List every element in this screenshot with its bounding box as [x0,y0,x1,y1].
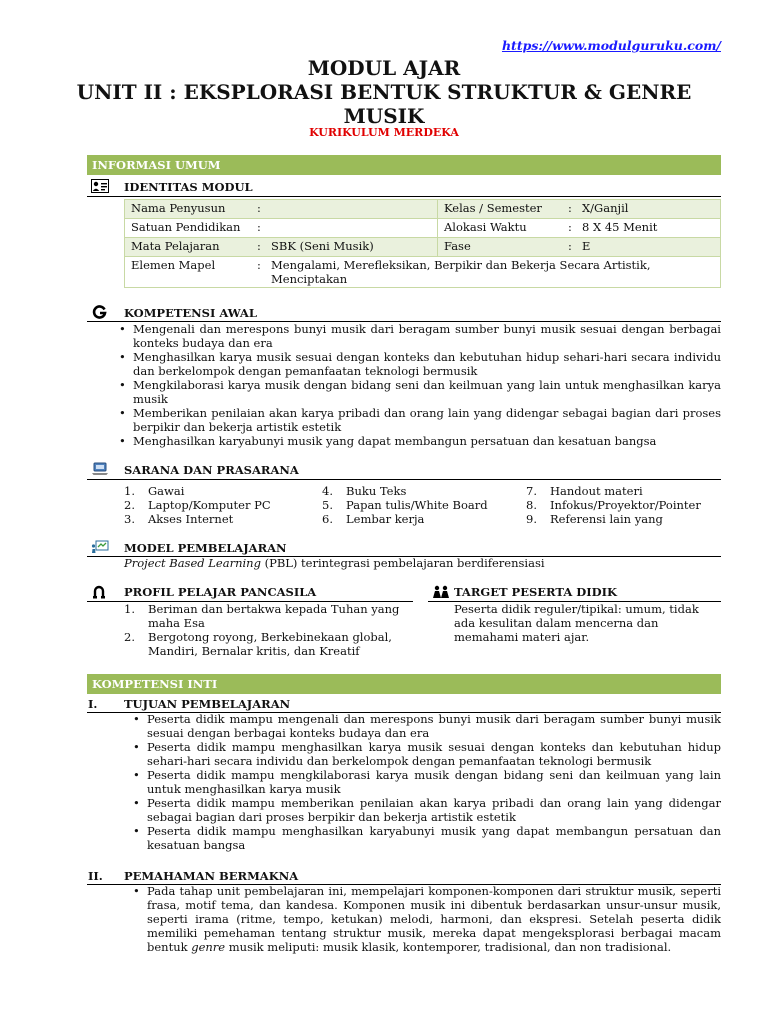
curriculum-label: KURIKULUM MERDEKA [309,126,459,139]
item-text: Bergotong royong, Berkebinekaan global, Mandiri, Bernalar kritis, dan Kreatif [148,630,392,658]
table-row [125,257,721,288]
field-label: Fase [444,239,471,253]
g-logo-icon [92,305,107,319]
colon: : [257,258,261,272]
item-number: 2. [124,630,135,644]
table-cell [125,219,438,238]
field-label: Kelas / Semester [444,201,542,215]
field-label: Alokasi Waktu [444,220,527,234]
table-cell [438,200,721,219]
list-item [124,512,233,526]
model-heading: MODEL PEMBELAJARAN [124,541,287,555]
item-text: Buku Teks [346,484,407,498]
list-item: • Mengkilaborasi karya musik dengan bidang seni dan keilmuan yang lain untuk menghasilkan karya musik [115,378,721,406]
table-row [125,200,721,219]
paragraph-text: musik meliputi: musik klasik, kontemporer, tradisional, dan non tradisional. [225,940,672,954]
table-cell [125,238,438,257]
list-item [322,484,406,498]
item-number: 1. [124,484,135,498]
roman-numeral: I. [88,697,98,711]
list-item [129,884,721,954]
list-item [322,498,488,512]
field-value: X/Ganjil [582,201,629,215]
presentation-board-icon [91,540,109,554]
divider [87,196,721,197]
item-number: 7. [526,484,537,498]
item-text: Referensi lain yang [550,512,663,526]
table-row [125,219,721,238]
paragraph-italic: genre [191,940,226,954]
list-item: • Peserta didik mampu menghasilkan karya musik sesuai dengan konteks dan kebutuhan hidup sehari-hari secara individu dan berkelompok dengan pemanfaatan teknologi bermusik [129,740,721,768]
divider [87,479,721,480]
table-row [125,238,721,257]
section-bar-informasi-umum: INFORMASI UMUM [87,155,721,175]
field-label: Satuan Pendidikan [131,220,241,234]
list-item: • Menghasilkan karya musik sesuai dengan konteks dan kebutuhan hidup sehari-hari secara individu dan berkelompok dengan pemanfaatan teknologi bermusik [115,350,721,378]
model-rest: (PBL) terintegrasi pembelajaran berdiferensiasi [260,556,545,570]
kompetensi-awal-heading: KOMPETENSI AWAL [124,306,257,320]
list-item: • Mengenali dan merespons bunyi musik dari beragam sumber bunyi musik sesuai dengan berbagai konteks budaya dan era [115,322,721,350]
doc-subtitle-line1: UNIT II : EKSPLORASI BENTUK STRUKTUR & GENRE [76,80,692,104]
field-label: Elemen Mapel [131,258,216,272]
item-text: Handout materi [550,484,643,498]
doc-subtitle-line2: MUSIK [343,104,425,128]
item-number: 5. [322,498,333,512]
field-value: 8 X 45 Menit [582,220,658,234]
item-text: Lembar kerja [346,512,425,526]
list-item [526,512,663,526]
item-text: Akses Internet [148,512,234,526]
colon: : [568,220,572,234]
list-item: • Peserta didik mampu memberikan penilaian akan karya pribadi dan orang lain yang didengar sebagai bagian dari proses berpikir dan bekerja artistik estetik [129,796,721,824]
item-number: 9. [526,512,537,526]
people-icon [432,585,450,599]
sarana-heading: SARANA DAN PRASARANA [124,463,299,477]
colon: : [257,239,261,253]
paragraph-text: Pada tahap unit pembelajaran ini, mempelajari komponen-komponen dari struktur musik, seperti frasa, motif tema, dan kandesa. Komponen musik ini dibentuk berdasarkan unsur-unsur musik, seperti irama (ritme, tempo, ketukan) melodi, harmoni, dan ekspresi. Setelah peserta didik memiliki pemehaman tentang struktur musik, mereka dapat mengeksplorasi berbagai macam bentuk [147,884,721,954]
item-number: 6. [322,512,333,526]
list-item: • Menghasilkan karyabunyi musik yang dapat membangun persatuan dan kesatuan bangsa [115,434,721,448]
item-number: 3. [124,512,135,526]
item-number: 8. [526,498,537,512]
colon: : [257,220,261,234]
pemahaman-heading: PEMAHAMAN BERMAKNA [124,869,299,883]
item-number: 4. [322,484,333,498]
doc-title: MODUL AJAR [307,56,461,80]
table-cell [125,257,721,288]
item-text: Infokus/Proyektor/Pointer [550,498,701,512]
tujuan-list [129,712,721,852]
table-cell [438,219,721,238]
list-item [526,484,643,498]
profil-heading: PROFIL PELAJAR PANCASILA [124,585,317,599]
roman-numeral: II. [88,869,103,883]
list-item [526,498,701,512]
list-item: • Memberikan penilaian akan karya pribadi dan orang lain yang didengar sebagai bagian dari proses berpikir dan bekerja artistik estetik [115,406,721,434]
colon: : [257,201,261,215]
field-value: E [582,239,591,253]
horseshoe-icon [92,585,106,599]
item-text: Papan tulis/White Board [346,498,488,512]
field-value: SBK (Seni Musik) [271,239,374,253]
list-item [322,512,424,526]
item-text: Gawai [148,484,185,498]
list-item: • Peserta didik mampu mengkilaborasi karya musik dengan bidang seni dan keilmuan yang lain untuk menghasilkan karya musik [129,768,721,796]
identity-table [124,199,721,288]
colon: : [568,239,572,253]
list-item [124,484,184,498]
item-number: 1. [124,602,135,616]
tujuan-heading: TUJUAN PEMBELAJARAN [124,697,291,711]
colon: : [568,201,572,215]
list-item: • Peserta didik mampu menghasilkan karyabunyi musik yang dapat membangun persatuan dan kesatuan bangsa [129,824,721,852]
item-text: Laptop/Komputer PC [148,498,271,512]
list-item: • Peserta didik mampu mengenali dan merespons bunyi musik dari beragam sumber bunyi musik sesuai dengan berbagai konteks budaya dan era [129,712,721,740]
profil-list [124,602,404,658]
table-cell [125,200,438,219]
laptop-icon [91,462,109,476]
id-card-icon [91,179,109,193]
field-label: Mata Pelajaran [131,239,220,253]
table-cell [438,238,721,257]
item-number: 2. [124,498,135,512]
field-value: Mengalami, Merefleksikan, Berpikir dan Bekerja Secara Artistik, Menciptakan [271,258,651,286]
target-text: Peserta didik reguler/tipikal: umum, tidak ada kesulitan dalam mencerna dan memahami materi ajar. [454,602,699,644]
model-italic: Project Based Learning [124,556,261,570]
list-item [124,498,271,512]
doc-subtitle [0,80,768,128]
section-bar-kompetensi-inti: KOMPETENSI INTI [87,674,721,694]
field-label: Nama Penyusun [131,201,226,215]
target-heading: TARGET PESERTA DIDIK [454,585,617,599]
model-text [124,556,545,570]
list-item [124,602,404,630]
item-text: Beriman dan bertakwa kepada Tuhan yang maha Esa [148,602,400,630]
identitas-modul-heading: IDENTITAS MODUL [124,180,253,194]
website-link[interactable]: https://www.modulguruku.com/ [501,38,721,53]
pemahaman-list [129,884,721,954]
list-item [124,630,404,658]
kompetensi-awal-list [115,322,721,448]
